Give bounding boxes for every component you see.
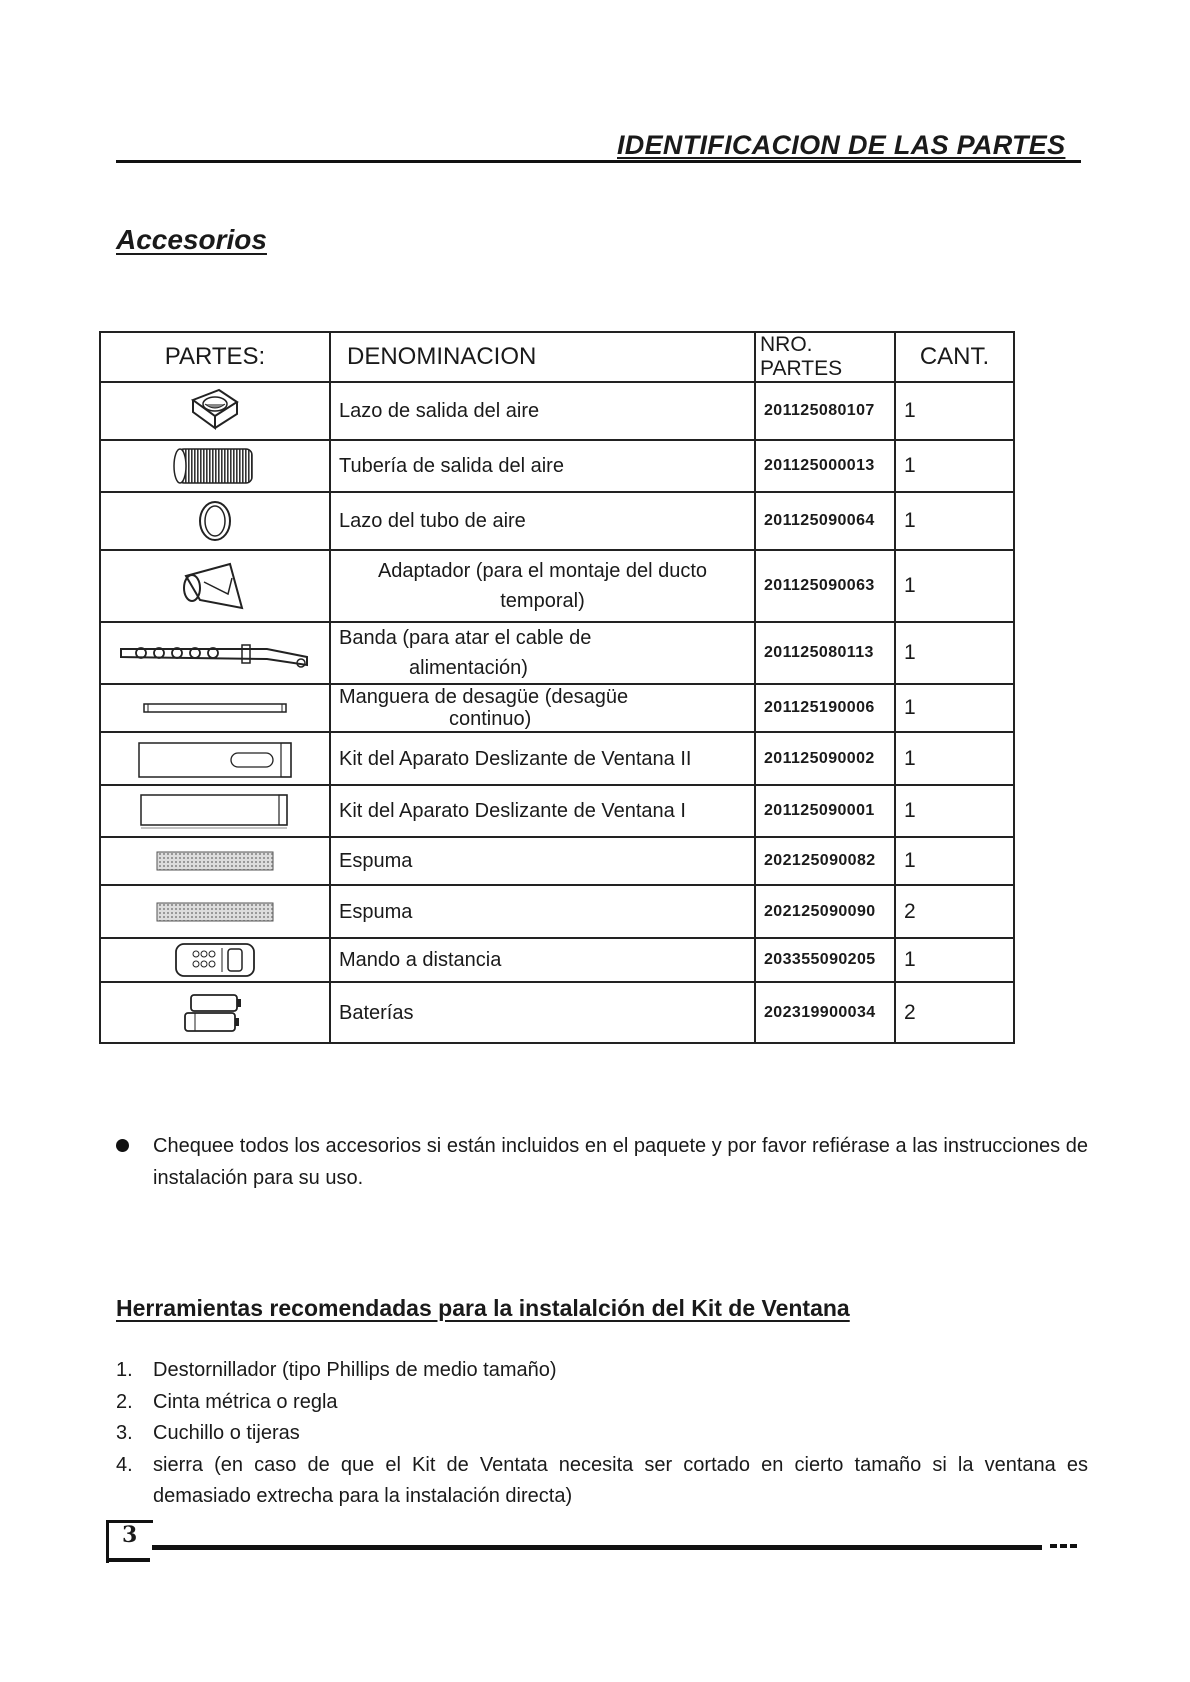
table-row bbox=[100, 785, 1014, 837]
part-qty: 1 bbox=[895, 550, 1014, 622]
part-number: 203355090205 bbox=[755, 938, 895, 982]
table-header-row bbox=[100, 332, 1014, 382]
air-tube-ring-icon bbox=[100, 492, 330, 550]
section-title: IDENTIFICACION DE LAS PARTES bbox=[617, 130, 1066, 160]
drain-hose-icon bbox=[100, 684, 330, 732]
table-row bbox=[100, 732, 1014, 785]
part-name bbox=[330, 684, 755, 732]
part-name-line1: Adaptador (para el montaje del ducto bbox=[377, 560, 708, 582]
list-text: sierra (en caso de que el Kit de Ventata necesita ser cortado en cierto tamaño si la ventana es demasiado extrecha para la instalación directa) bbox=[153, 1453, 1088, 1507]
window-slider-kit-ii-icon bbox=[100, 732, 330, 785]
table-row bbox=[100, 382, 1014, 440]
footer-dashes bbox=[1050, 1544, 1080, 1548]
part-qty: 1 bbox=[895, 382, 1014, 440]
part-number: 202125090082 bbox=[755, 837, 895, 885]
table-row bbox=[100, 622, 1014, 684]
part-qty: 1 bbox=[895, 837, 1014, 885]
footer-rule bbox=[152, 1545, 1042, 1550]
table-row bbox=[100, 550, 1014, 622]
part-qty: 1 bbox=[895, 440, 1014, 492]
list-number: 3. bbox=[116, 1422, 133, 1444]
part-number: 202319900034 bbox=[755, 982, 895, 1043]
part-name: Lazo del tubo de aire bbox=[330, 492, 755, 550]
page-number-box-base bbox=[106, 1558, 150, 1562]
air-outlet-pipe-icon bbox=[100, 440, 330, 492]
part-name bbox=[330, 550, 755, 622]
header-denominacion: DENOMINACION bbox=[330, 332, 755, 382]
batteries-icon bbox=[100, 982, 330, 1043]
foam-strip-icon bbox=[100, 885, 330, 938]
list-text: Cinta métrica o regla bbox=[153, 1390, 338, 1413]
table-row bbox=[100, 885, 1014, 938]
part-name-line2: alimentación) bbox=[409, 657, 528, 679]
list-item bbox=[116, 1450, 1088, 1513]
part-qty: 1 bbox=[895, 938, 1014, 982]
list-text: Cuchillo o tijeras bbox=[153, 1422, 300, 1444]
header-cant: CANT. bbox=[895, 332, 1014, 382]
table-row bbox=[100, 492, 1014, 550]
table-row bbox=[100, 684, 1014, 732]
part-number: 201125090002 bbox=[755, 732, 895, 785]
table-row bbox=[100, 440, 1014, 492]
part-qty: 1 bbox=[895, 684, 1014, 732]
parts-table bbox=[99, 331, 1015, 1044]
duct-adapter-icon bbox=[100, 550, 330, 622]
table-row bbox=[100, 837, 1014, 885]
remote-control-icon bbox=[100, 938, 330, 982]
part-qty: 2 bbox=[895, 982, 1014, 1043]
list-text: Destornillador (tipo Phillips de medio tamaño) bbox=[153, 1359, 557, 1381]
part-name-line2: continuo) bbox=[449, 708, 532, 730]
list-item bbox=[116, 1355, 1088, 1387]
part-name: Lazo de salida del aire bbox=[330, 382, 755, 440]
foam-strip-icon bbox=[100, 837, 330, 885]
cable-tie-band-icon bbox=[100, 622, 330, 684]
part-name: Mando a distancia bbox=[330, 938, 755, 982]
bullet-icon bbox=[116, 1139, 129, 1152]
part-number: 201125090064 bbox=[755, 492, 895, 550]
part-name: Tubería de salida del aire bbox=[330, 440, 755, 492]
part-name-line1: Manguera de desagüe (desagüe bbox=[339, 686, 629, 708]
title-rule bbox=[116, 160, 1081, 163]
part-name bbox=[330, 622, 755, 684]
part-number: 201125190006 bbox=[755, 684, 895, 732]
part-name: Espuma bbox=[330, 885, 755, 938]
part-name: Kit del Aparato Deslizante de Ventana II bbox=[330, 732, 755, 785]
header-partes: PARTES: bbox=[100, 332, 330, 382]
list-number: 4. bbox=[116, 1453, 133, 1476]
list-number: 1. bbox=[116, 1359, 133, 1381]
note-bullet bbox=[116, 1130, 1088, 1194]
part-qty: 1 bbox=[895, 732, 1014, 785]
part-qty: 1 bbox=[895, 492, 1014, 550]
part-name: Espuma bbox=[330, 837, 755, 885]
part-qty: 1 bbox=[895, 622, 1014, 684]
part-qty: 2 bbox=[895, 885, 1014, 938]
part-number: 201125090001 bbox=[755, 785, 895, 837]
tools-title: Herramientas recomendadas para la instalalción del Kit de Ventana bbox=[116, 1295, 850, 1321]
part-number: 201125080113 bbox=[755, 622, 895, 684]
part-number: 201125090063 bbox=[755, 550, 895, 622]
window-slider-kit-i-icon bbox=[100, 785, 330, 837]
table-row bbox=[100, 982, 1014, 1043]
tools-list bbox=[116, 1355, 1088, 1513]
list-item bbox=[116, 1387, 1088, 1419]
part-number: 201125000013 bbox=[755, 440, 895, 492]
page-number: 3 bbox=[122, 1522, 138, 1548]
part-qty: 1 bbox=[895, 785, 1014, 837]
list-item bbox=[116, 1418, 1088, 1450]
list-number: 2. bbox=[116, 1390, 133, 1413]
subsection-title: Accesorios bbox=[116, 224, 267, 255]
note-text: Chequee todos los accesorios si están incluidos en el paquete y por favor refiérase a las instrucciones de instalación para su uso. bbox=[153, 1135, 1088, 1189]
header-nro-partes: NRO. PARTES bbox=[755, 332, 895, 382]
air-outlet-loop-icon bbox=[100, 382, 330, 440]
part-name: Baterías bbox=[330, 982, 755, 1043]
part-number: 201125080107 bbox=[755, 382, 895, 440]
part-name: Kit del Aparato Deslizante de Ventana I bbox=[330, 785, 755, 837]
table-row bbox=[100, 938, 1014, 982]
part-name-line2: temporal) bbox=[500, 590, 585, 612]
part-number: 202125090090 bbox=[755, 885, 895, 938]
part-name-line1: Banda (para atar el cable de bbox=[339, 627, 592, 649]
